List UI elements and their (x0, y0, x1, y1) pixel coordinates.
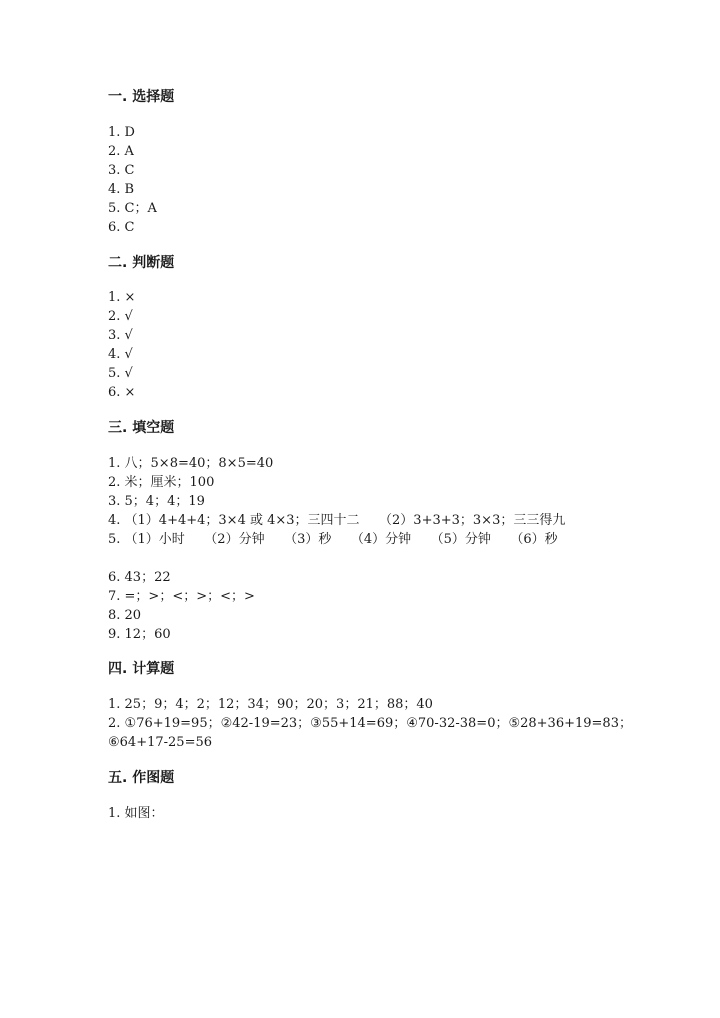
answer-line: 3. 5；4；4；19 (108, 494, 205, 509)
answer-line: 5. （1）小时 （2）分钟 （3）秒 （4）分钟 （5）分钟 （6）秒 (108, 532, 558, 547)
section-title-fill-in: 三. 填空题 (108, 420, 175, 436)
answer-line: 3. C (108, 163, 135, 178)
section-title-calculation: 四. 计算题 (108, 661, 175, 677)
answer-line: 4. （1）4+4+4；3×4 或 4×3；三四十二 （2）3+3+3；3×3；三三得九 (108, 513, 566, 528)
answer-line: ⑥64+17-25=56 (108, 735, 212, 750)
answer-line: 1. D (108, 125, 135, 140)
answer-line: 3. √ (108, 328, 133, 343)
answer-line: 2. √ (108, 309, 133, 324)
answer-line: 4. B (108, 182, 135, 197)
answer-line: 5. C；A (108, 201, 157, 216)
answer-line: 9. 12；60 (108, 627, 171, 642)
answer-line: 5. √ (108, 366, 133, 381)
answer-line: 1. 八；5×8=40；8×5=40 (108, 456, 274, 471)
section-title-judgement: 二. 判断题 (108, 255, 175, 271)
answer-line: 8. 20 (108, 608, 142, 623)
answer-line: 2. A (108, 144, 134, 159)
answer-line: 1. × (108, 290, 136, 305)
answer-line: 4. √ (108, 347, 133, 362)
answer-line: 6. × (108, 385, 136, 400)
answer-line: 6. C (108, 220, 135, 235)
answer-line: 1. 25；9；4；2；12；34；90；20；3；21；88；40 (108, 697, 433, 712)
section-title-drawing: 五. 作图题 (108, 770, 175, 786)
answer-line: 2. ①76+19=95；②42-19=23；③55+14=69；④70-32-38=0；⑤28+36+19=83； (108, 716, 632, 731)
answer-line: 7. =；>；<；>；<；> (108, 589, 255, 604)
answer-line: 2. 米；厘米；100 (108, 475, 215, 490)
section-title-choice: 一. 选择题 (108, 89, 175, 105)
answer-line: 6. 43；22 (108, 570, 171, 585)
answer-line: 1. 如图： (108, 806, 164, 821)
